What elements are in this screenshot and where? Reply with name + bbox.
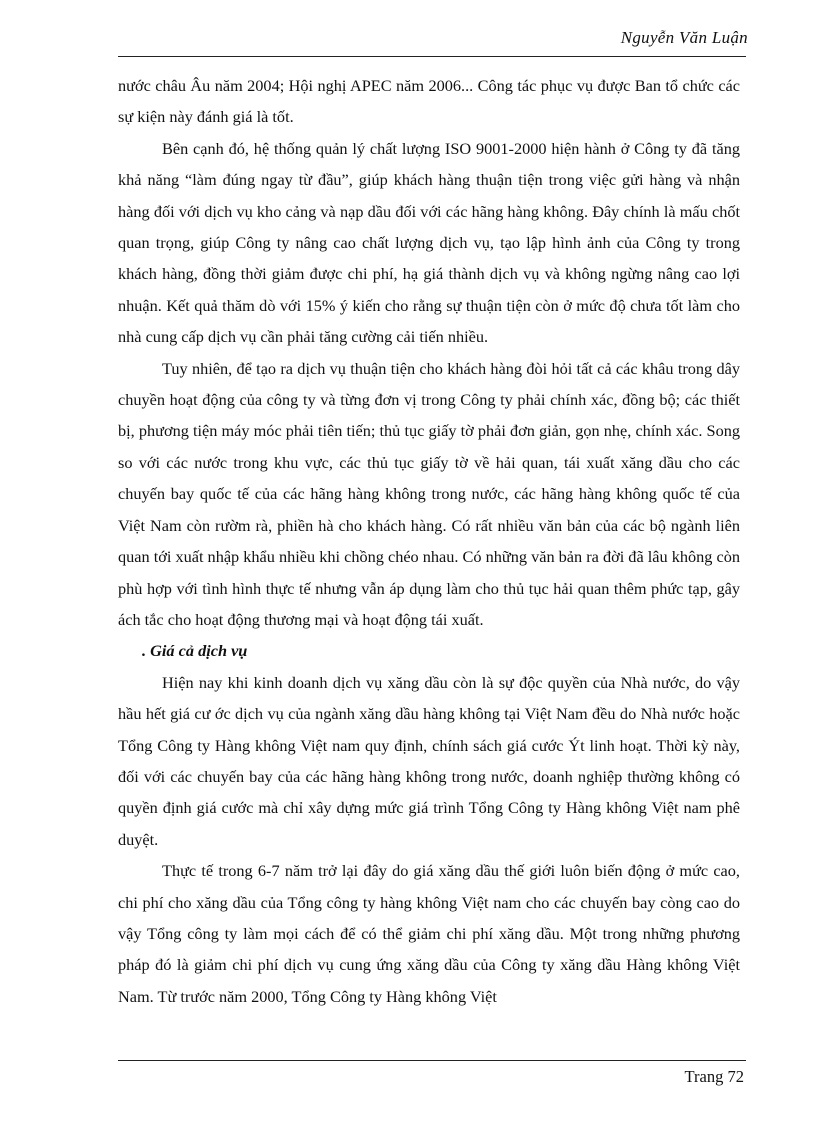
footer-divider — [118, 1060, 746, 1061]
header-author: Nguyễn Văn Luận — [620, 28, 748, 47]
paragraph-continued: nước châu Âu năm 2004; Hội nghị APEC năm 2006... Công tác phục vụ được Ban tổ chức các sự kiện này đánh giá là tốt. — [118, 76, 740, 127]
paragraph-fuel-cost: Thực tế trong 6-7 năm trở lại đây do giá xăng dầu thế giới luôn biến động ở mức cao, chi phí cho xăng dầu của Tổng công ty hàng không Việt nam cho các chuyến bay còng cao do vậy Tổng công ty làm mọi cách để có thể giảm chi phí xăng dầu. Một trong những phương pháp đó là giảm chi phí dịch vụ cung ứng xăng dầu của Công ty xăng dầu Hàng không Việt Nam. Từ trước năm 2000, Tổng Công ty Hàng không Việt — [118, 861, 740, 1006]
paragraph-price-policy: Hiện nay khi kinh doanh dịch vụ xăng dầu còn là sự độc quyền của Nhà nước, do vậy hầu hết giá cư ớc dịch vụ của ngành xăng dầu hàng không tại Việt Nam đều do Nhà nước hoặc Tổng Công ty Hàng không Việt nam quy định, chính sách giá cước Ýt linh hoạt. Thời kỳ này, đối với các chuyến bay của các hãng hàng không trong nước, doanh nghiệp thường không có quyền định giá cước mà chỉ xây dựng mức giá trình Tổng Công ty Hàng không Việt nam phê duyệt. — [118, 672, 740, 849]
section-heading-price: . Giá cả dịch vụ — [142, 641, 248, 661]
paragraph-iso-quality: Bên cạnh đó, hệ thống quản lý chất lượng ISO 9001-2000 hiện hành ở Công ty đã tăng khả năng “làm đúng ngay từ đầu”, giúp khách hàng thuận tiện trong việc gửi hàng và nhận hàng đối với dịch vụ kho cảng và nạp dầu đối với các hãng hàng không. Đây chính là mấu chốt quan trọng, giúp Công ty nâng cao chất lượng dịch vụ, tạo lập hình ảnh của Công ty trong khách hàng, đồng thời giảm được chi phí, hạ giá thành dịch vụ và không ngừng nâng cao lợi nhuận. Kết quả thăm dò với 15% ý kiến cho rằng sự thuận tiện còn ở mức độ chưa tốt làm cho nhà cung cấp dịch vụ cần phải tăng cường cải tiến nhiều. — [118, 138, 740, 347]
header-divider — [118, 56, 746, 57]
page-number: Trang 72 — [684, 1067, 744, 1086]
paragraph-convenience: Tuy nhiên, để tạo ra dịch vụ thuận tiện cho khách hàng đòi hỏi tất cả các khâu trong dây chuyền hoạt động của công ty và từng đơn vị trong Công ty phải chính xác, đồng bộ; các thiết bị, phương tiện máy móc phải tiên tiến; thủ tục giấy tờ phải đơn giản, gọn nhẹ, chính xác. Song so với các nước trong khu vực, các thủ tục giấy tờ về hải quan, tái xuất xăng dầu cho các chuyến bay quốc tế của các hãng hàng không trong nước, các hãng hàng không quốc tế của Việt Nam còn rườm rà, phiền hà cho khách hàng. Có rất nhiều văn bản của các bộ ngành liên quan tới xuất nhập khẩu nhiều khi chồng chéo nhau. Có những văn bản ra đời đã lâu không còn phù hợp với tình hình thực tế nhưng vẫn áp dụng làm cho thủ tục hải quan thêm phức tạp, gây ách tắc cho hoạt động thương mại và hoạt động tái xuất. — [118, 358, 740, 629]
page-body — [118, 70, 740, 1012]
